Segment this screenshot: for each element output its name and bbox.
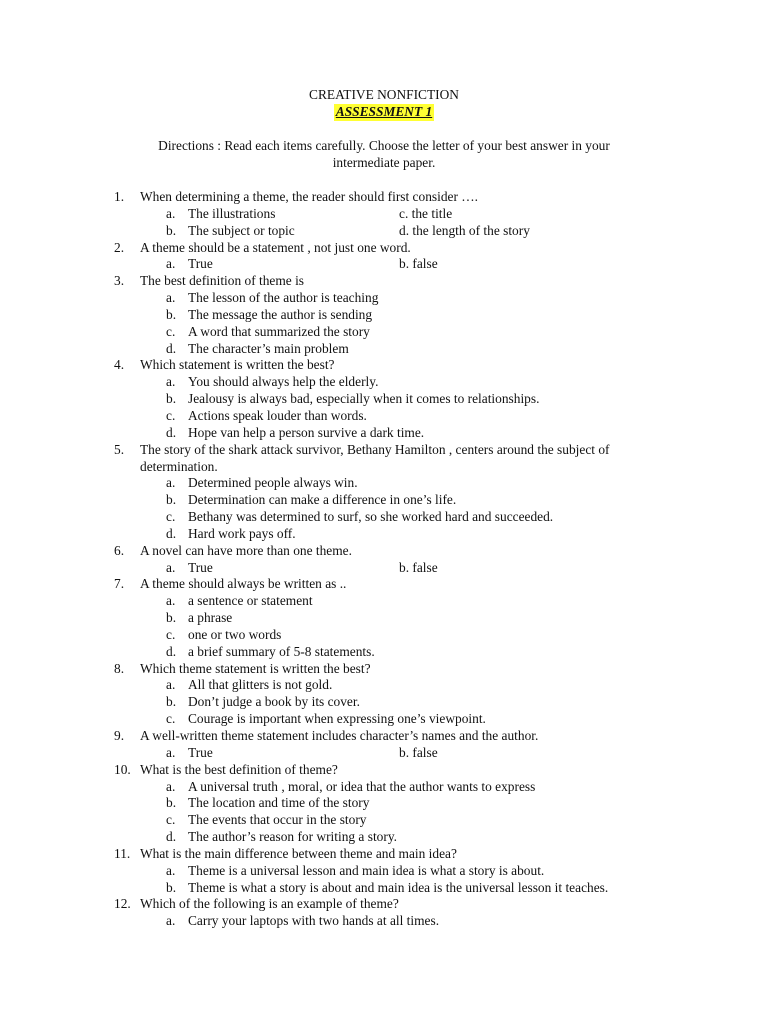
choice-option: [140, 475, 674, 492]
choice-row: [140, 206, 674, 223]
choice-option: [140, 711, 674, 728]
assessment-subtitle: ASSESSMENT 1: [335, 104, 433, 119]
question-item: [114, 728, 674, 762]
choice-row: [140, 256, 674, 273]
question-number: 2.: [114, 239, 125, 255]
choice-option: [140, 795, 674, 812]
question-item: [114, 273, 674, 357]
choice-letter: a.: [166, 559, 176, 575]
question-item: [114, 661, 674, 728]
choice-option: [140, 206, 399, 223]
choice-option: [140, 560, 399, 577]
choice-letter: c.: [166, 812, 176, 828]
choice-option: [140, 391, 674, 408]
question-number: 1.: [114, 189, 125, 204]
choice-text: The illustrations: [188, 205, 276, 221]
choice-row: [140, 560, 674, 577]
choice-letter: d.: [166, 340, 177, 356]
choice-text: Hard work pays off.: [188, 525, 296, 541]
choice-option: [140, 492, 674, 509]
choice-list: [140, 475, 674, 542]
choice-letter: d.: [166, 829, 177, 845]
choice-letter: b.: [166, 795, 177, 811]
choice-letter: b.: [166, 222, 177, 238]
question-item: [114, 442, 674, 543]
question-item: [114, 576, 674, 660]
question-text: A novel can have more than one theme.: [140, 542, 352, 558]
choice-option: [140, 223, 399, 240]
question-text: Which statement is written the best?: [140, 357, 335, 373]
question-number: 5.: [114, 441, 125, 457]
choice-list: [140, 374, 674, 441]
choice-option: [140, 593, 674, 610]
choice-text: The character’s main problem: [188, 340, 349, 356]
choice-text: Actions speak louder than words.: [188, 407, 367, 423]
choice-option: b. false: [399, 744, 438, 760]
choice-row: [140, 223, 674, 240]
choice-letter: c.: [166, 711, 176, 727]
choice-option: [140, 374, 674, 391]
choice-option: [140, 408, 674, 425]
directions-line-2: intermediate paper.: [332, 154, 436, 170]
question-item: [114, 189, 674, 240]
choice-option: [140, 610, 674, 627]
choice-letter: a.: [166, 744, 176, 760]
choice-list: [140, 779, 674, 846]
question-number: 11.: [114, 845, 131, 861]
question-list: [114, 189, 674, 930]
question-text: Which theme statement is written the best?: [140, 660, 371, 676]
choice-letter: a.: [166, 593, 176, 609]
choice-list: [140, 745, 674, 762]
choice-letter: b.: [166, 492, 177, 508]
question-text: A well-written theme statement includes character’s names and the author.: [140, 728, 539, 743]
directions: [114, 138, 654, 172]
choice-option: [140, 256, 399, 273]
choice-option: d. the length of the story: [399, 222, 530, 238]
choice-text: Hope van help a person survive a dark time.: [188, 424, 425, 440]
choice-option: [140, 644, 674, 661]
choice-text: All that glitters is not gold.: [188, 677, 333, 693]
document-title: CREATIVE NONFICTION: [309, 87, 459, 102]
choice-option: [140, 627, 674, 644]
choice-text: The message the author is sending: [188, 306, 373, 322]
choice-text: Don’t judge a book by its cover.: [188, 694, 360, 710]
choice-option: [140, 526, 674, 543]
choice-option: b. false: [399, 559, 438, 575]
choice-option: [140, 290, 674, 307]
question-text: A theme should be a statement , not just one word.: [140, 239, 411, 255]
choice-option: [140, 779, 674, 796]
choice-option: [140, 307, 674, 324]
choice-option: c. the title: [399, 205, 453, 221]
question-text: The best definition of theme is: [140, 273, 304, 289]
choice-option: [140, 694, 674, 711]
choice-list: [140, 560, 674, 577]
choice-option: b. false: [399, 256, 438, 272]
question-text: Which of the following is an example of theme?: [140, 896, 399, 912]
choice-list: [140, 677, 674, 728]
choice-option: [140, 425, 674, 442]
question-text: What is the best definition of theme?: [140, 761, 338, 777]
choice-text: Determination can make a difference in one’s life.: [188, 492, 457, 508]
choice-text: a sentence or statement: [188, 593, 313, 609]
question-item: [114, 846, 674, 897]
choice-option: [140, 812, 674, 829]
choice-text: Theme is a universal lesson and main idea is what a story is about.: [188, 862, 545, 878]
choice-option: [140, 913, 674, 930]
choice-letter: a.: [166, 475, 176, 491]
choice-letter: a.: [166, 374, 176, 390]
question-item: [114, 357, 674, 441]
question-number: 4.: [114, 357, 125, 373]
choice-letter: d.: [166, 525, 177, 541]
choice-text: The events that occur in the story: [188, 812, 367, 828]
choice-text: Courage is important when expressing one’s viewpoint.: [188, 711, 486, 727]
choice-letter: c.: [166, 509, 176, 525]
choice-letter: a.: [166, 862, 176, 878]
choice-text: Determined people always win.: [188, 475, 358, 491]
choice-option: [140, 880, 674, 897]
choice-text: You should always help the elderly.: [188, 374, 379, 390]
question-number: 8.: [114, 660, 125, 676]
choice-letter: a.: [166, 256, 176, 272]
choice-list: [140, 290, 674, 357]
choice-text: a phrase: [188, 610, 233, 626]
choice-letter: a.: [166, 677, 176, 693]
choice-letter: b.: [166, 391, 177, 407]
choice-text: The subject or topic: [188, 222, 295, 238]
question-text: A theme should always be written as ..: [140, 576, 347, 592]
choice-text: True: [188, 256, 213, 272]
choice-letter: b.: [166, 610, 177, 626]
question-number: 3.: [114, 273, 125, 289]
choice-list: [140, 593, 674, 660]
choice-list: [140, 863, 674, 897]
question-item: [114, 240, 674, 274]
choice-letter: c.: [166, 407, 176, 423]
choice-text: Bethany was determined to surf, so she worked hard and succeeded.: [188, 509, 554, 525]
choice-letter: b.: [166, 879, 177, 895]
document-header: [0, 87, 768, 121]
choice-text: The lesson of the author is teaching: [188, 290, 379, 306]
choice-letter: d.: [166, 424, 177, 440]
choice-letter: a.: [166, 913, 176, 929]
question-text: The story of the shark attack survivor, Bethany Hamilton , centers around the subject of determination.: [140, 441, 610, 474]
choice-letter: d.: [166, 643, 177, 659]
question-item: [114, 543, 674, 577]
question-text: When determining a theme, the reader should first consider ….: [140, 189, 479, 204]
choice-option: [140, 509, 674, 526]
choice-text: A universal truth , moral, or idea that the author wants to express: [188, 778, 536, 794]
question-text: What is the main difference between theme and main idea?: [140, 845, 457, 861]
choice-text: Theme is what a story is about and main idea is the universal lesson it teaches.: [188, 879, 609, 895]
question-item: [114, 896, 674, 930]
choice-text: a brief summary of 5-8 statements.: [188, 643, 375, 659]
choice-text: True: [188, 559, 213, 575]
choice-option: [140, 863, 674, 880]
choice-letter: a.: [166, 290, 176, 306]
question-number: 10.: [114, 761, 131, 777]
choice-list: [140, 206, 674, 240]
choice-letter: b.: [166, 306, 177, 322]
choice-text: Jealousy is always bad, especially when it comes to relationships.: [188, 391, 540, 407]
choice-letter: c.: [166, 626, 176, 642]
question-item: [114, 762, 674, 846]
choice-text: The author’s reason for writing a story.: [188, 829, 397, 845]
choice-text: one or two words: [188, 626, 282, 642]
choice-text: The location and time of the story: [188, 795, 370, 811]
choice-option: [140, 324, 674, 341]
question-number: 7.: [114, 576, 125, 592]
question-number: 9.: [114, 728, 125, 743]
choice-list: [140, 256, 674, 273]
choice-text: A word that summarized the story: [188, 323, 370, 339]
choice-option: [140, 829, 674, 846]
choice-letter: c.: [166, 323, 176, 339]
choice-letter: a.: [166, 778, 176, 794]
choice-option: [140, 341, 674, 358]
choice-text: Carry your laptops with two hands at all times.: [188, 913, 440, 929]
directions-line-1: Directions : Read each items carefully. Choose the letter of your best answer in your: [158, 138, 610, 153]
choice-text: True: [188, 744, 213, 760]
choice-row: [140, 745, 674, 762]
choice-letter: b.: [166, 694, 177, 710]
choice-list: [140, 913, 674, 930]
question-number: 12.: [114, 896, 131, 912]
question-number: 6.: [114, 542, 125, 558]
choice-letter: a.: [166, 205, 176, 221]
choice-option: [140, 677, 674, 694]
choice-option: [140, 745, 399, 762]
